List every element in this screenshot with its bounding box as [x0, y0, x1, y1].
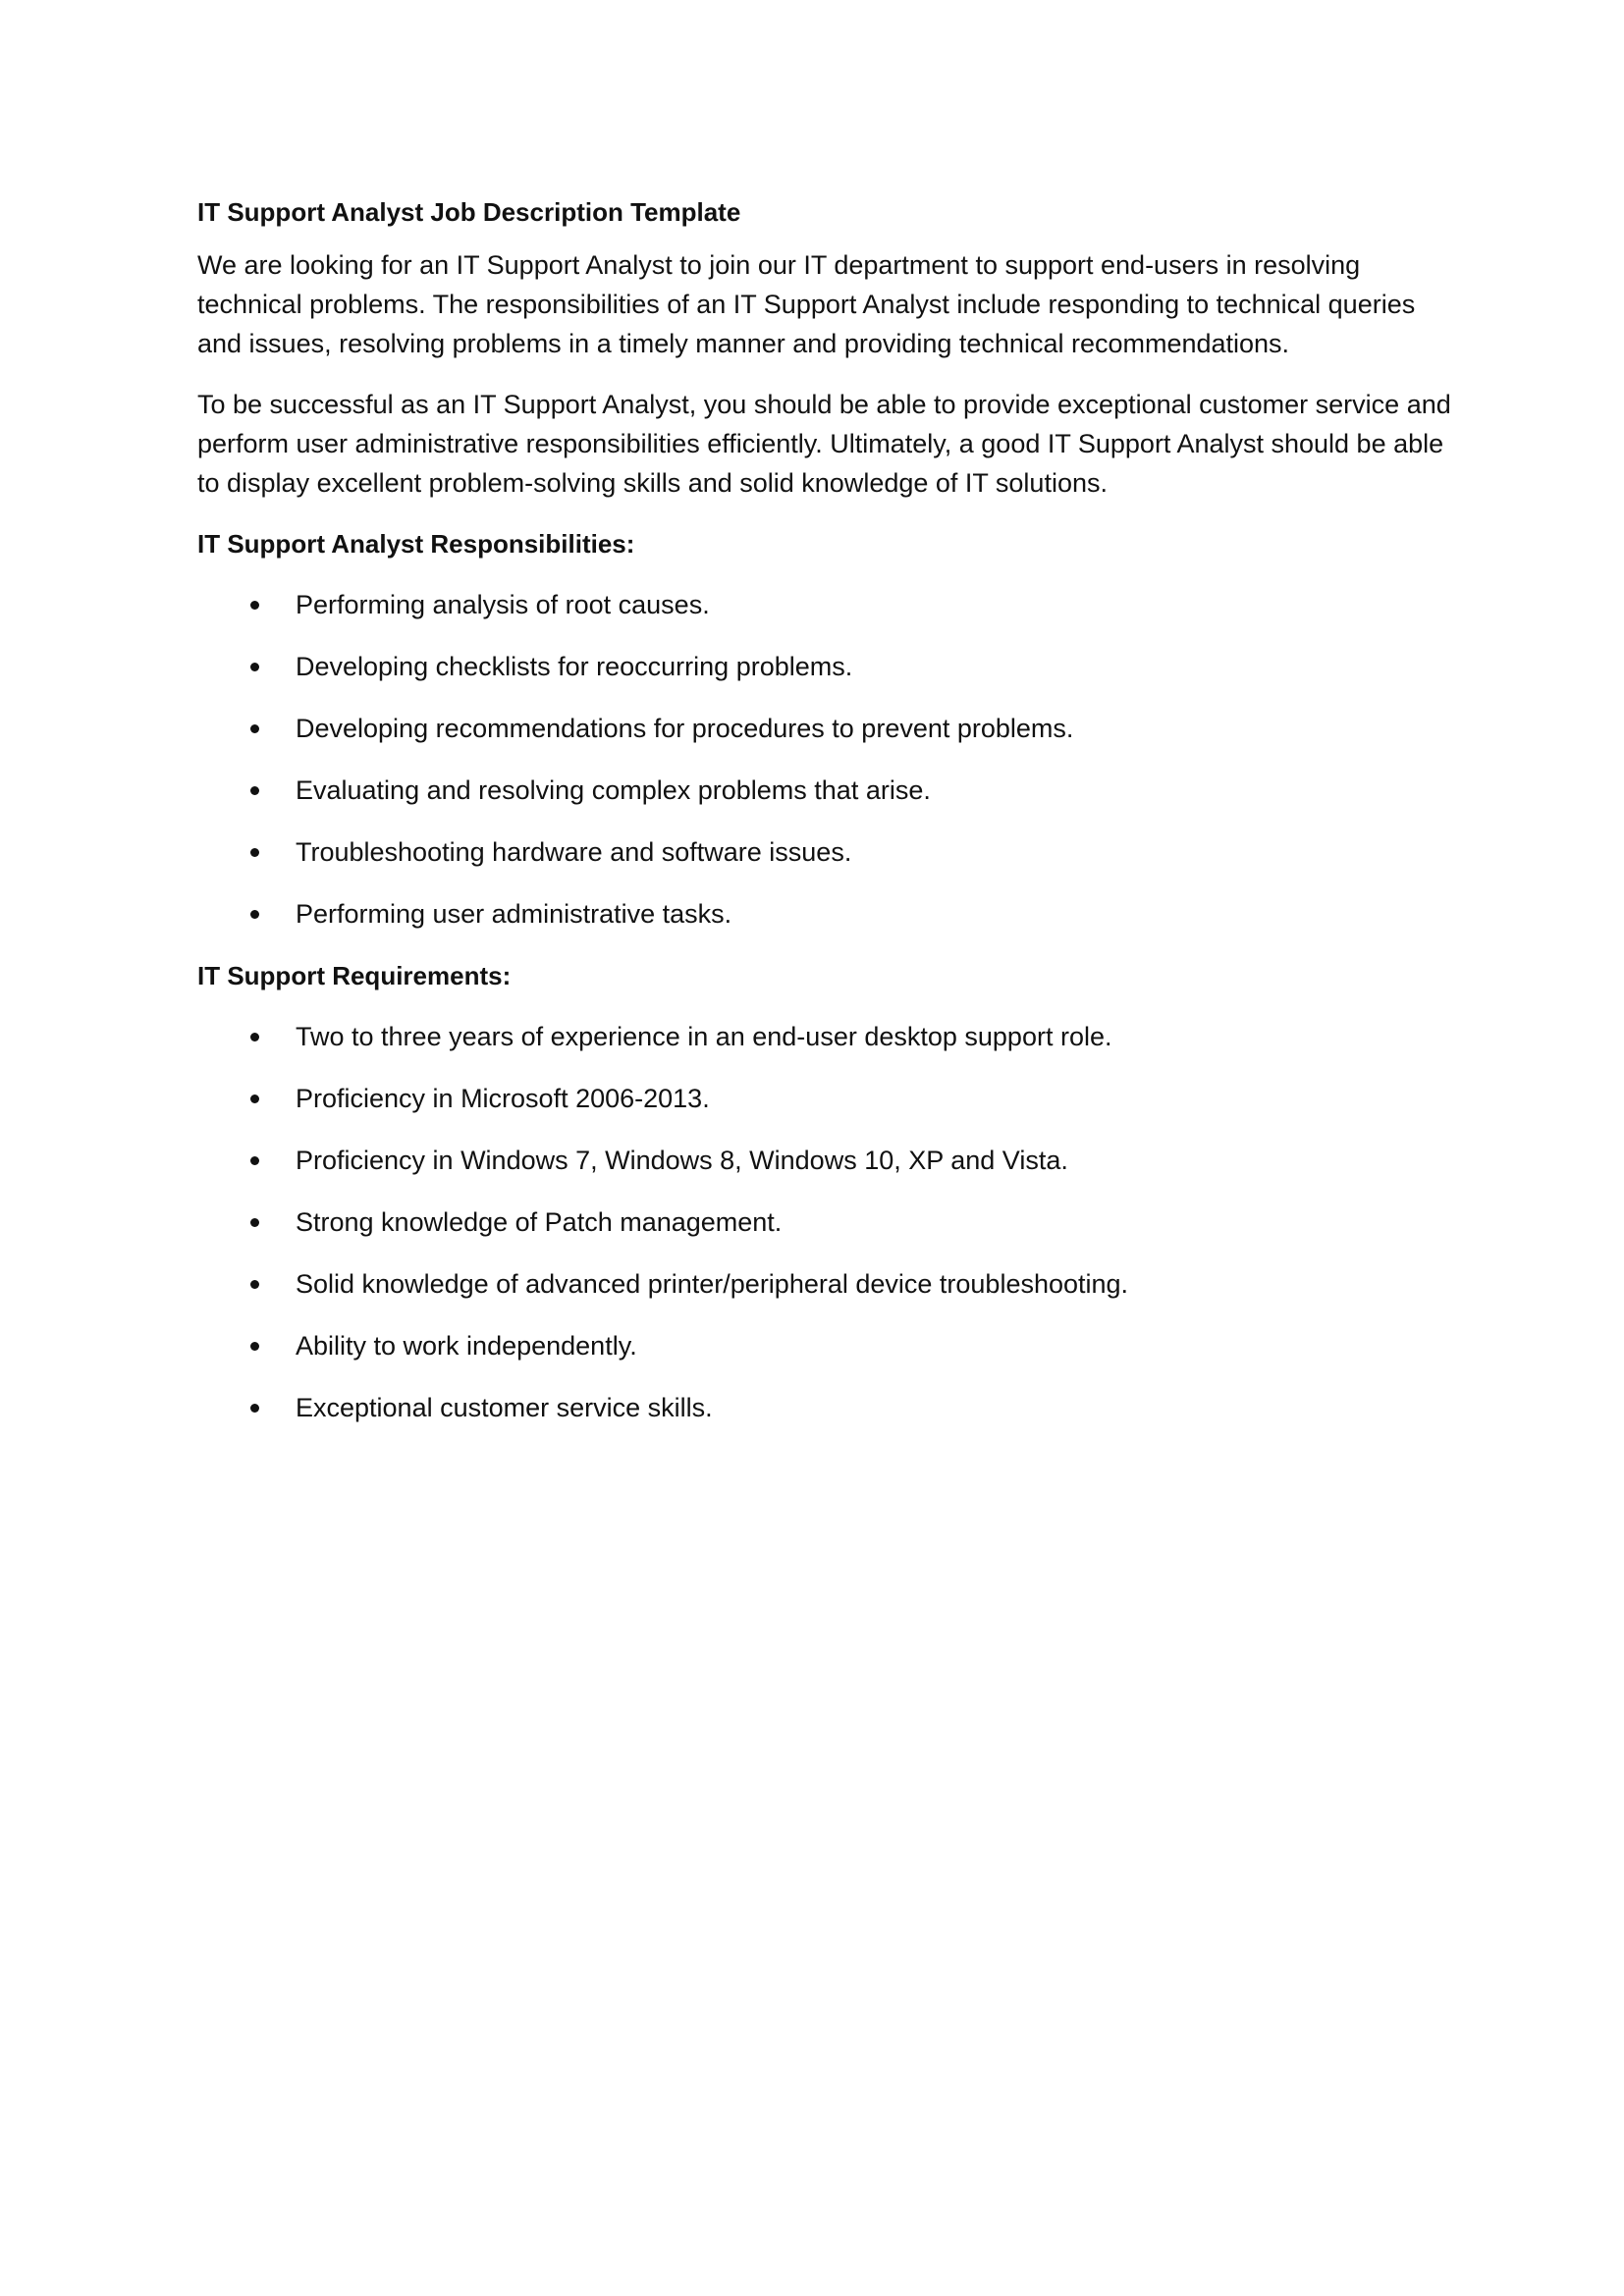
list-item-text: Exceptional customer service skills. — [296, 1393, 713, 1422]
list-item — [197, 1079, 1464, 1118]
bullet-icon — [250, 1095, 259, 1103]
bullet-icon — [250, 1404, 259, 1413]
list-item — [197, 1141, 1464, 1180]
list-item-text: Performing analysis of root causes. — [296, 590, 710, 619]
list-item — [197, 1264, 1464, 1304]
list-item — [197, 1017, 1464, 1056]
requirements-list — [197, 1017, 1464, 1427]
list-item-text: Two to three years of experience in an end-user desktop support role. — [296, 1022, 1112, 1051]
document-page — [197, 192, 1464, 1450]
bullet-icon — [250, 1033, 259, 1041]
list-item-text: Solid knowledge of advanced printer/peripheral device troubleshooting. — [296, 1269, 1129, 1299]
list-item-text: Performing user administrative tasks. — [296, 899, 732, 929]
intro-paragraph: We are looking for an IT Support Analyst to join our IT department to support end-users in resolving technical problems. The responsibilities of an IT Support Analyst include responding to technical queries and issues, resolving problems in a timely manner and providing technical recommendations. — [197, 250, 1416, 358]
document-title: IT Support Analyst Job Description Template — [197, 197, 741, 227]
list-item — [197, 894, 1464, 934]
list-item-text: Strong knowledge of Patch management. — [296, 1207, 783, 1237]
intro-paragraph: To be successful as an IT Support Analyst, you should be able to provide exceptional customer service and perform user administrative responsibilities efficiently. Ultimately, a good IT Support Analyst should be able to display excellent problem-solving skills and solid knowledge of IT solutions. — [197, 390, 1451, 498]
list-item — [197, 647, 1464, 686]
list-item — [197, 1326, 1464, 1365]
bullet-icon — [250, 1280, 259, 1289]
requirements-heading: IT Support Requirements: — [197, 961, 512, 990]
list-item — [197, 585, 1464, 624]
list-item — [197, 1202, 1464, 1242]
list-item-text: Developing recommendations for procedures to prevent problems. — [296, 714, 1074, 743]
bullet-icon — [250, 601, 259, 610]
bullet-icon — [250, 1218, 259, 1227]
list-item-text: Proficiency in Microsoft 2006-2013. — [296, 1084, 710, 1113]
list-item — [197, 832, 1464, 872]
bullet-icon — [250, 910, 259, 919]
bullet-icon — [250, 848, 259, 857]
list-item-text: Developing checklists for reoccurring problems. — [296, 652, 853, 681]
bullet-icon — [250, 1156, 259, 1165]
list-item-text: Troubleshooting hardware and software issues. — [296, 837, 852, 867]
list-item — [197, 1388, 1464, 1427]
list-item — [197, 709, 1464, 748]
bullet-icon — [250, 786, 259, 795]
list-item — [197, 771, 1464, 810]
bullet-icon — [250, 663, 259, 671]
list-item-text: Ability to work independently. — [296, 1331, 637, 1361]
responsibilities-list — [197, 585, 1464, 934]
bullet-icon — [250, 1342, 259, 1351]
bullet-icon — [250, 724, 259, 733]
list-item-text: Proficiency in Windows 7, Windows 8, Windows 10, XP and Vista. — [296, 1146, 1068, 1175]
list-item-text: Evaluating and resolving complex problems that arise. — [296, 775, 931, 805]
responsibilities-heading: IT Support Analyst Responsibilities: — [197, 529, 635, 559]
